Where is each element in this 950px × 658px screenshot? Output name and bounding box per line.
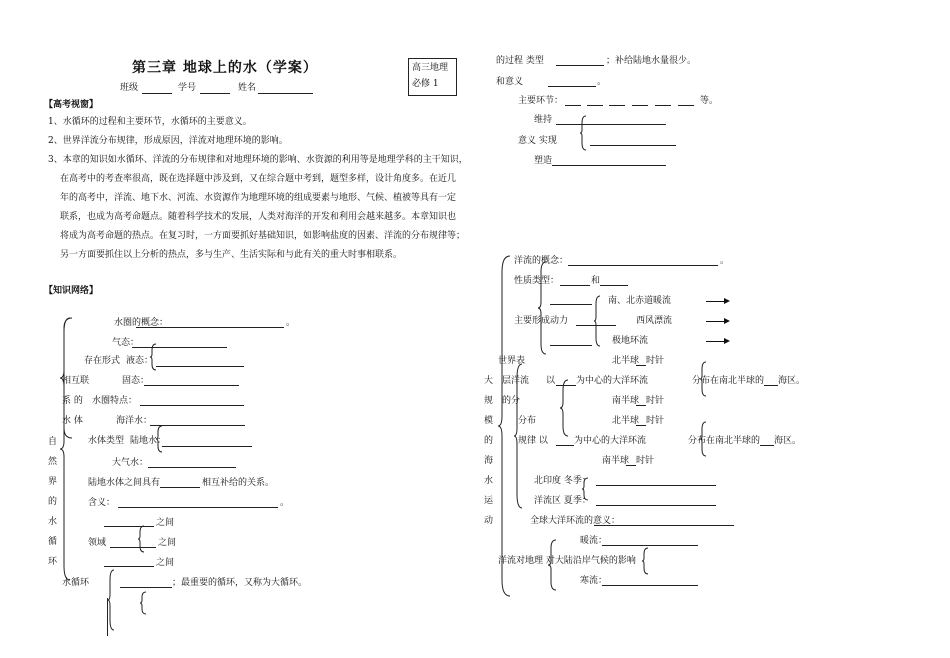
and-meaning: 和意义: [496, 77, 524, 87]
blank: [550, 345, 592, 346]
vertical-dong: 动: [484, 516, 494, 526]
blank: [636, 365, 646, 366]
and-label: 和: [591, 276, 601, 286]
world-table: 世界表: [498, 356, 526, 366]
gaokao-item-3-line5: 将成为高考命题的热点。在复习时，一方面要抓好基础知识，如影响盐度的因素、洋流的分布规律等；: [60, 231, 466, 241]
liquid-label: 液态：: [126, 356, 154, 366]
brace-distribution: [560, 380, 570, 436]
vertical-de-2: 的: [484, 436, 494, 446]
period: 。: [597, 77, 607, 87]
vertical-huan: 环: [48, 557, 58, 567]
dist-2: 分布在南北半球的: [688, 436, 761, 446]
relation-pre: 陆地水体之间具有: [88, 478, 161, 488]
blank: [150, 425, 245, 426]
vertical-mo: 模: [484, 416, 494, 426]
ne-equator-current: 南、北赤道暖流: [608, 296, 672, 306]
gaokao-item-3-line4: 联系，也成为高考命题点。随着科学技术的发展，人类对海洋的开发和利用会越来越多。本章知识也: [60, 212, 457, 222]
warm-current: 暖流：: [580, 536, 608, 546]
related-label: 相互联: [62, 376, 90, 386]
of-distribution: 的分: [502, 396, 521, 406]
period: 。: [720, 256, 730, 266]
brace-law: [514, 364, 524, 508]
sea-area-1: 海区。: [778, 376, 806, 386]
vertical-de: 的: [48, 497, 58, 507]
blank: [104, 566, 154, 567]
distribution-label: 分布: [518, 416, 537, 426]
centered-1: 以: [546, 376, 556, 386]
gaokao-item-2: 2、世界洋流分布规律，形成原因，洋流对地理环境的影响。: [48, 136, 288, 146]
meaning-realize: 意义 实现: [518, 136, 557, 146]
cold-current: 寒流：: [580, 576, 608, 586]
water-types: 水体类型: [88, 436, 125, 446]
clockwise-1: 时针: [646, 356, 665, 366]
blank: [632, 105, 648, 106]
process-type: 的过程 类型: [496, 56, 544, 66]
ocean-area: 洋流区 夏季：: [534, 496, 591, 506]
brace-small: [140, 592, 148, 614]
blank: [596, 505, 716, 506]
brace-land-water: [156, 426, 164, 452]
blank: [594, 525, 734, 526]
blank: [636, 425, 646, 426]
blank: [132, 347, 227, 348]
blank: [764, 385, 778, 386]
brace-natural-cycle: [62, 318, 76, 580]
polar-circulation: 极地环流: [612, 336, 649, 346]
between-3: 之间: [156, 558, 175, 568]
westwind-drift: 西风漂流: [636, 316, 673, 326]
period: 。: [286, 318, 296, 328]
blank: [136, 327, 284, 328]
gaokao-item-3-line3: 年的高考中，洋流、地下水、河流、水资源作为地理环境的组成要素与地形、气候、植被等具有一定: [60, 193, 457, 203]
blank: [556, 65, 604, 66]
brace-warm-cold: [642, 548, 650, 574]
vertical-jie: 界: [48, 477, 58, 487]
course-box-line2: 必修 1: [412, 79, 439, 89]
nature-types: 性质类型：: [514, 276, 560, 286]
vertical-shui-2: 水: [484, 476, 494, 486]
water-body: 水 体: [62, 416, 83, 426]
replenish-text: ；补给陆地水量很少。: [606, 56, 697, 66]
blank: [760, 445, 774, 446]
blank: [565, 105, 581, 106]
relation-post: 相互补给的关系。: [202, 478, 275, 488]
blank: [162, 446, 252, 447]
blank: [148, 467, 236, 468]
current-concept: 洋流的概念：: [514, 256, 569, 266]
brace-ocean-current: [498, 256, 512, 596]
dist-1: 分布在南北半球的: [692, 376, 765, 386]
arrow-icon: [706, 301, 728, 302]
hydrosphere-concept: 水圈的概念：: [114, 318, 169, 328]
between-1: 之间: [156, 518, 175, 528]
north-hemi-1: 北半球: [612, 356, 640, 366]
blank: [550, 304, 592, 305]
blank: [118, 507, 278, 508]
blank: [655, 105, 671, 106]
ocean-water: 海洋水：: [116, 416, 153, 426]
main-links: 主要环节：: [518, 96, 564, 106]
system-of: 系 的: [62, 396, 83, 406]
blank: [104, 526, 154, 527]
law-label: 规律 以: [518, 436, 548, 446]
blank: [568, 265, 718, 266]
blank: [140, 405, 244, 406]
arrow-icon: [706, 341, 728, 342]
name-blank: [258, 93, 313, 94]
vertical-da: 大: [484, 376, 494, 386]
vertical-hai: 海: [484, 456, 494, 466]
vertical-ran: 然: [48, 457, 58, 467]
gaokao-item-3-line2: 在高考中的考查率很高，既在选择题中涉及到，又在综合题中考到，题型多样，设计角度多。在近几: [60, 174, 457, 184]
network-heading: 【知识网络】: [44, 286, 99, 296]
vertical-gui: 规: [484, 396, 494, 406]
arrow-icon: [706, 321, 728, 322]
centered-1-post: 为中心的大洋环流: [576, 376, 649, 386]
vertical-shui: 水: [48, 517, 58, 527]
blank: [120, 587, 172, 588]
blank: [576, 325, 616, 326]
vertical-xun: 循: [48, 537, 58, 547]
centered-2-post: 为中心的大洋环流: [574, 436, 647, 446]
blank: [556, 445, 574, 446]
blank: [560, 285, 590, 286]
blank: [556, 124, 666, 125]
solid-label: 固态：: [122, 376, 150, 386]
vertical-zi: 自: [48, 437, 58, 447]
brace-forces: [538, 262, 548, 354]
blank: [160, 487, 200, 488]
name-label: 姓名: [238, 83, 257, 93]
vertical-yun: 运: [484, 496, 494, 506]
blank: [602, 545, 698, 546]
blank: [590, 145, 676, 146]
blank: [552, 165, 666, 166]
north-indian: 北印度 冬季：: [534, 476, 591, 486]
exist-forms: 存在形式: [84, 356, 121, 366]
clockwise-3: 时针: [646, 416, 665, 426]
blank: [609, 105, 625, 106]
blank: [636, 405, 646, 406]
gas-label: 气态：: [112, 338, 140, 348]
water-cycle-label: 水循环: [62, 578, 90, 588]
gaokao-item-3-line1: 3、本章的知识如水循环、洋流的分布规律和对地理环境的影响、水资源的利用等是地理学科的主干知识，: [48, 155, 468, 165]
maintain-label: 维持: [534, 115, 553, 125]
number-blank: [200, 93, 230, 94]
layer-current: 层洋流: [502, 376, 530, 386]
number-label: 学号: [178, 83, 197, 93]
atmo-water: 大气水：: [112, 458, 149, 468]
effect-label: 洋流对地理 对大陆沿岸气候的影响: [498, 556, 636, 566]
gaokao-item-3-line6: 另一方面要抓住以上分析的热点，多与生产、生活实际和与此有关的重大时事相联系。: [60, 250, 403, 260]
shape-label: 塑造: [534, 156, 553, 166]
blank: [596, 485, 716, 486]
blank: [548, 86, 596, 87]
blank: [600, 285, 628, 286]
gaokao-heading: 【高考视窗】: [44, 100, 99, 110]
blank: [110, 547, 156, 548]
brace-water-cycle: [108, 570, 116, 630]
blank: [678, 105, 694, 106]
blank: [602, 585, 698, 586]
brace-domain: [138, 526, 146, 552]
course-box-line1: 高三地理: [412, 63, 449, 73]
domain-label: 领域: [88, 538, 107, 548]
blank: [626, 465, 636, 466]
clockwise-4: 时针: [636, 456, 655, 466]
hydro-feature: 水圈特点：: [92, 396, 138, 406]
sea-area-2: 海区。: [774, 436, 802, 446]
blank: [156, 366, 244, 367]
global-meaning: 全球大洋环流的意义：: [530, 516, 621, 526]
brace-forces-2: [594, 296, 602, 346]
between-2: 之间: [158, 538, 177, 548]
period: 。: [280, 498, 290, 508]
clockwise-2: 时针: [646, 396, 665, 406]
south-hemi-2: 南半球: [602, 456, 630, 466]
largest-cycle: ；最重要的循环，又称为大循环。: [172, 578, 308, 588]
blank: [144, 385, 239, 386]
brace-meaning: [580, 116, 588, 150]
blank: [587, 105, 603, 106]
meaning-label: 含义：: [88, 498, 116, 508]
class-blank: [142, 93, 172, 94]
gaokao-item-1: 1、水循环的过程和主要环节，水循环的主要意义。: [48, 117, 252, 127]
page-title: 第三章 地球上的水（学案）: [132, 60, 318, 76]
main-forces: 主要形成动力: [514, 316, 569, 326]
class-label: 班级: [120, 83, 139, 93]
north-hemi-2: 北半球: [612, 416, 640, 426]
south-hemi-1: 南半球: [612, 396, 640, 406]
land-water: 陆地水：: [130, 436, 167, 446]
main-links-end: 等。: [700, 96, 719, 106]
